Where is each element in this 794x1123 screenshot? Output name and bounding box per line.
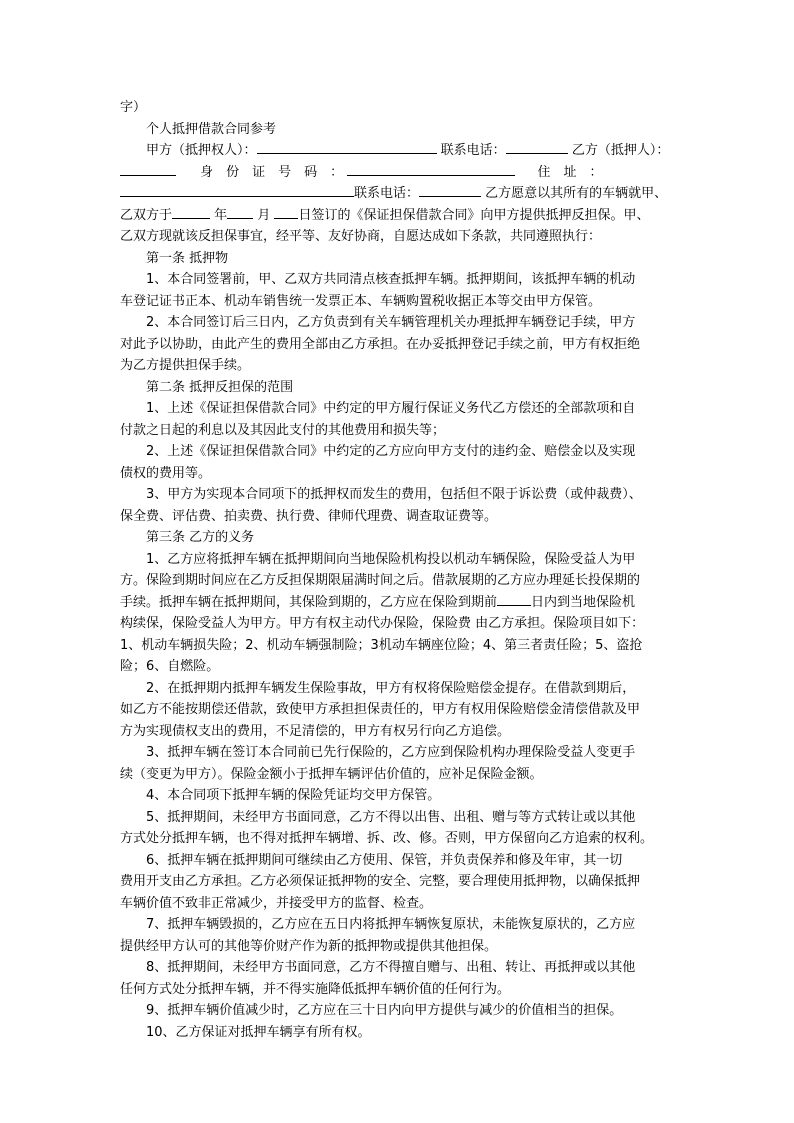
- text-line: 10、乙方保证对抵押车辆享有所有权。: [146, 1024, 371, 1040]
- text-line: 为乙方提供担保手续。: [120, 358, 251, 373]
- text-span: 日签订的《保证担保借款合同》向甲方提供抵押反担保。甲、: [298, 207, 650, 223]
- text-line: 车登记证书正本、机动车销售统一发票正本、车辆购置税收据正本等交由甲方保管。: [120, 293, 602, 309]
- phone-label: 联系电话：: [440, 143, 506, 158]
- text-line: 8、抵押期间，未经甲方书面同意，乙方不得擅自赠与、出租、转让、再抵押或以其他: [146, 960, 636, 975]
- text-line: 2、在抵押期内抵押车辆发生保险事故，甲方有权将保险赔偿金提存。在借款到期后，: [146, 680, 636, 696]
- text-line: 方。保险到期时间应在乙方反担保期限届满时间之后。借款展期的乙方应办理延长投保期的: [120, 573, 641, 588]
- text-line: 债权的费用等。: [120, 465, 212, 481]
- text-line: 1、本合同签署前，甲、乙双方共同清点核查抵押车辆。抵押期间，该抵押车辆的机动: [146, 272, 636, 287]
- phone-label-b: 联系电话：: [354, 186, 420, 201]
- text-line: 车辆价值不致非正常减少，并接受甲方的监督、检查。: [120, 895, 433, 911]
- document-title: 个人抵押借款合同参考: [146, 121, 277, 137]
- text-line: 险；6、自燃险。: [120, 659, 220, 674]
- party-b-blank: [120, 163, 176, 176]
- days-blank: [497, 593, 531, 606]
- text-line: 续（变更为甲方）。保险金额小于抵押车辆评估价值的，应补足保险金额。: [120, 766, 543, 782]
- text-span: 年: [214, 207, 228, 223]
- text-line: 1、机动车辆损失险；2、机动车辆强制险；3机动车辆座位险；4、第三者责任险；5、盗抢: [120, 637, 643, 653]
- text-line: 1、乙方应将抵押车辆在抵押期间向当地保险机构投以机动车辆保险，保险受益人为甲: [146, 551, 636, 567]
- text-line: 2、上述《保证担保借款合同》中约定的乙方应向甲方支付的违约金、赔偿金以及实现: [146, 444, 636, 459]
- section-heading: 第二条 抵押反担保的范围: [146, 379, 294, 395]
- party-b-label: 乙方（抵押人）：: [571, 143, 670, 158]
- text-line: 任何方式处分抵押车辆，并不得实施降低抵押车辆价值的任何行为。: [120, 981, 511, 997]
- text-line: 提供经甲方认可的其他等价财产作为新的抵押物或提供其他担保。: [120, 938, 498, 954]
- address-blank: [120, 184, 354, 197]
- id-blank: [347, 163, 515, 176]
- year-blank: [172, 206, 210, 219]
- text-span: 乙方愿意以其所有的车辆就甲、: [485, 186, 668, 201]
- month-blank: [227, 206, 253, 219]
- text-line: 构续保，保险受益人为甲方。甲方有权主动代办保险，保险费 由乙方承担。保险项目如下：: [120, 616, 645, 631]
- text-line: 方为实现债权支出的费用，不足清偿的，甲方有权另行向乙方追偿。: [120, 723, 511, 739]
- text-line: 3、甲方为实现本合同项下的抵押权而发生的费用，包括但不限于诉讼费（或仲裁费）、: [146, 487, 642, 502]
- section-heading: 第一条 抵押物: [146, 250, 229, 266]
- text-line: 费用开支由乙方承担。乙方必须保证抵押物的安全、完整，要合理使用抵押物，以确保抵押: [120, 874, 641, 889]
- text-line: [120, 592, 680, 614]
- text-line: 6、抵押车辆在抵押期间可继续由乙方使用、保管，并负责保养和修及年审，其一切: [146, 852, 623, 868]
- text-span: 手续。抵押车辆在抵押期间，其保险到期的，乙方应在保险到期前: [120, 594, 498, 610]
- text-line: 保全费、评估费、拍卖费、执行费、律师代理费、调查取证费等。: [120, 508, 498, 524]
- text-line: 字）: [120, 100, 147, 115]
- date-line: [120, 205, 680, 227]
- text-line: 7、抵押车辆毁损的，乙方应在五日内将抵押车辆恢复原状，未能恢复原状的，乙方应: [146, 917, 636, 932]
- id-line: [120, 162, 680, 184]
- day-blank: [274, 206, 298, 219]
- text-line: 方式处分抵押车辆，也不得对抵押车辆增、拆、改、修。否则，甲方保留向乙方追索的权利。: [120, 831, 654, 846]
- party-a-line: [120, 140, 680, 162]
- address-line: [120, 183, 680, 205]
- text-span: 日内到当地保险机: [531, 594, 636, 610]
- text-span: 月: [257, 207, 271, 223]
- id-label: 身 份 证 号 码 ：: [200, 164, 344, 180]
- text-line: 2、本合同签订后三日内，乙方负责到有关车辆管理机关办理抵押车辆登记手续，甲方: [146, 315, 636, 330]
- section-heading: 第三条 乙方的义务: [146, 530, 255, 545]
- text-line: 付款之日起的利息以及其因此支付的其他费用和损失等；: [120, 422, 446, 438]
- party-a-blank: [257, 141, 437, 154]
- text-line: 3、抵押车辆在签订本合同前已先行保险的，乙方应到保险机构办理保险受益人变更手: [146, 745, 636, 760]
- phone-blank: [506, 141, 568, 154]
- text-line: 9、抵押车辆价值减少时，乙方应在三十日内向甲方提供与减少的价值相当的担保。: [146, 1003, 623, 1018]
- text-line: 4、本合同项下抵押车辆的保险凭证均交甲方保管。: [146, 788, 441, 803]
- text-line: 5、抵押期间，未经甲方书面同意，乙方不得以出售、出租、赠与等方式转让或以其他: [146, 809, 636, 825]
- contract-page: [120, 97, 680, 1043]
- party-a-label: 甲方（抵押权人）：: [146, 143, 257, 158]
- text-span: 乙双方于: [120, 207, 173, 223]
- text-line: 对此予以协助，由此产生的费用全部由乙方承担。在办妥抵押登记手续之前，甲方有权拒绝: [120, 336, 641, 352]
- text-line: 1、上述《保证担保借款合同》中约定的甲方履行保证义务代乙方偿还的全部款项和自: [146, 401, 636, 416]
- text-line: 如乙方不能按期偿还借款，致使甲方承担担保责任的，甲方有权用保险赔偿金清偿借款及甲: [120, 702, 641, 717]
- phone-blank-b: [419, 184, 481, 197]
- text-line: 乙双方现就该反担保事宜，经平等、友好协商，自愿达成如下条款，共同遵照执行：: [120, 229, 602, 244]
- address-label: 住 址 ：: [537, 164, 603, 180]
